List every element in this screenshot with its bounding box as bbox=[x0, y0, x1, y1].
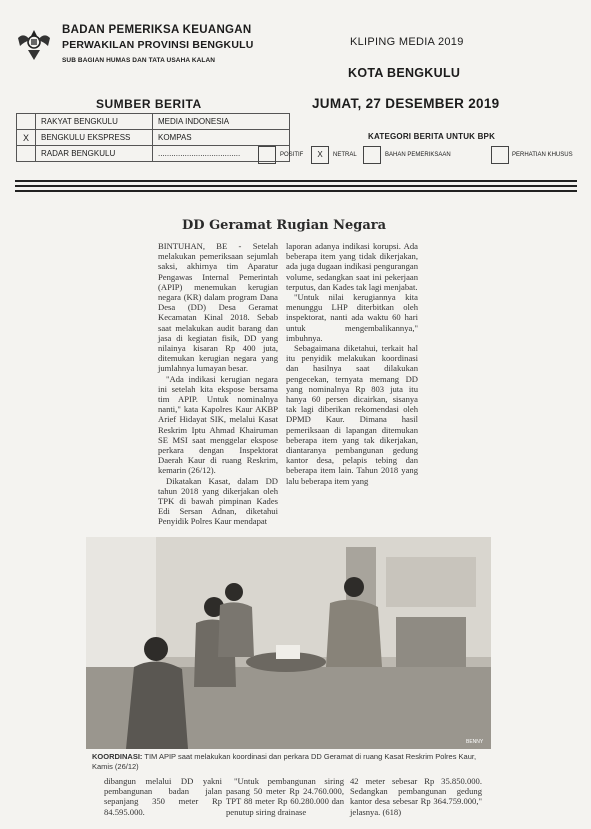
table-row bbox=[17, 130, 290, 146]
paragraph: "Untuk pembangunan siring pasang 50 meter Rp 24.760.000, TPT 88 meter Rp 60.280.000 dan penutup siring drainase bbox=[226, 776, 344, 817]
table-row bbox=[17, 114, 290, 130]
sumber-berita-table bbox=[16, 113, 290, 162]
source-mark: X bbox=[17, 130, 36, 146]
paragraph: Sebagaimana diketahui, terkait hal itu penyidik melakukan koordinasi dan hasilnya saat dilakukan pengecekan, ternyata memang DD yang nominalnya Rp 803 juta itu hanya 60 persen dicairkan, sisanya tak lagi diberikan rekomendasi oleh DPMD Kaur. Dimana hasil pemeriksaan di lapangan ditemukan beberapa item yang tak dikerjakan, diantaranya pembangunan gedung kantor desa, pelapis tebing dan beberapa item lain. Tahun 2018 yang lalu beberapa item yang bbox=[286, 343, 418, 486]
divider bbox=[15, 185, 577, 187]
paragraph: "Ada indikasi kerugian negara ini setelah kita ekspose bersama tim APIP. Untuk nominalnya nanti," kata Kapolres Kaur AKBP Arief Hidayat SIK, melalui Kasat Reskrim Iptu Ahmad Khairuman SE MSI saat menggelar ekspose perkara dengan Inspektorat Daerah Kaur di ruang Reskrim, kemarin (26/12). bbox=[158, 373, 278, 476]
source-right: ..................................... bbox=[153, 146, 290, 162]
kliping-title: KLIPING MEDIA 2019 bbox=[350, 36, 464, 48]
article-headline: DD Geramat Rugian Negara bbox=[182, 218, 387, 233]
paragraph: dibangun melalui DD yakni pembangunan badan jalan sepanjang 350 meter Rp 84.595.000. bbox=[104, 776, 222, 817]
caption-text: TIM APIP saat melakukan koordinasi dan perkara DD Geramat di ruang Kasat Reskrim Polres Kaur, Kamis (26/12) bbox=[92, 752, 477, 771]
paragraph: Dikatakan Kasat, dalam DD tahun 2018 yang dikerjakan oleh TPK di bawah pimpinan Kades Edi Sersan Adnan, diketahui Penyidik Polres Kaur mendapat bbox=[158, 475, 278, 527]
checkbox-positif bbox=[258, 146, 276, 164]
checkbox-bahan-pemeriksaan bbox=[363, 146, 381, 164]
source-mark bbox=[17, 114, 36, 130]
caption-label: KOORDINASI: bbox=[92, 752, 143, 761]
org-unit: SUB BAGIAN HUMAS DAN TATA USAHA KALAN bbox=[62, 57, 216, 64]
label-netral: NETRAL bbox=[333, 152, 357, 158]
checkbox-netral: X bbox=[311, 146, 329, 164]
table-row bbox=[17, 146, 290, 162]
paragraph: BINTUHAN, BE - Setelah melakukan pemeriksaan sejumlah saksi, akhirnya tim Aparatur Pengawas Internal Pemerintah (APIP) menemukan kerugian negara (KR) dalam program Dana Desa (DD) Desa Geramat Kecamatan Kinal 2018. Sebab saat melakukan audit barang dan jasa di kegiatan fisik, DD yang nilainya kisaran Rp 400 juta, ditemukan kerugian negara yang jumlahnya lumayan besar. bbox=[158, 241, 278, 374]
source-right: KOMPAS bbox=[153, 130, 290, 146]
sumber-berita-title: SUMBER BERITA bbox=[96, 97, 202, 111]
region-title: KOTA BENGKULU bbox=[348, 66, 461, 80]
photo-credit: BENNY bbox=[466, 739, 484, 745]
source-mark bbox=[17, 146, 36, 162]
divider bbox=[15, 180, 577, 182]
checkbox-perhatian-khusus bbox=[491, 146, 509, 164]
article-photo bbox=[86, 537, 491, 749]
org-subname: PERWAKILAN PROVINSI BENGKULU bbox=[62, 39, 254, 51]
source-left: BENGKULU EKSPRESS bbox=[36, 130, 153, 146]
paragraph: "Untuk nilai kerugiannya kita menunggu LHP diterbitkan oleh inspektorat, nanti ada waktu 60 hari untuk mengembalikannya," imbuhnya. bbox=[286, 292, 418, 343]
article-bottom-column-3 bbox=[350, 776, 482, 817]
label-positif: POSITIF bbox=[280, 152, 304, 158]
article-bottom-column-2 bbox=[226, 776, 344, 817]
bpk-garuda-logo bbox=[14, 22, 54, 66]
photo-caption bbox=[92, 752, 495, 772]
source-left: RADAR BENGKULU bbox=[36, 146, 153, 162]
publication-date: JUMAT, 27 DESEMBER 2019 bbox=[312, 96, 500, 111]
source-right: MEDIA INDONESIA bbox=[153, 114, 290, 130]
article-bottom-column-1 bbox=[104, 776, 222, 817]
divider bbox=[15, 190, 577, 192]
kategori-title: KATEGORI BERITA UNTUK BPK bbox=[368, 132, 496, 141]
label-perhatian-khusus: PERHATIAN KHUSUS bbox=[512, 152, 573, 158]
label-bahan-pemeriksaan: BAHAN PEMERIKSAAN bbox=[385, 152, 451, 158]
article-column-1 bbox=[158, 241, 278, 527]
paragraph: 42 meter sebesar Rp 35.850.000. Sedangkan pembangunan gedung kantor desa sebesar Rp 364.759.000," jelasnya. (618) bbox=[350, 776, 482, 817]
article-column-2 bbox=[286, 241, 418, 486]
source-left: RAKYAT BENGKULU bbox=[36, 114, 153, 130]
org-name: BADAN PEMERIKSA KEUANGAN bbox=[62, 24, 252, 36]
paragraph: laporan adanya indikasi korupsi. Ada beberapa item yang tidak dikerjakan, ada juga dugaan indikasi pengurangan volume, sedangkan saat ini pekerjaan terputus, dan Kades tak lagi menjabat. bbox=[286, 241, 418, 292]
